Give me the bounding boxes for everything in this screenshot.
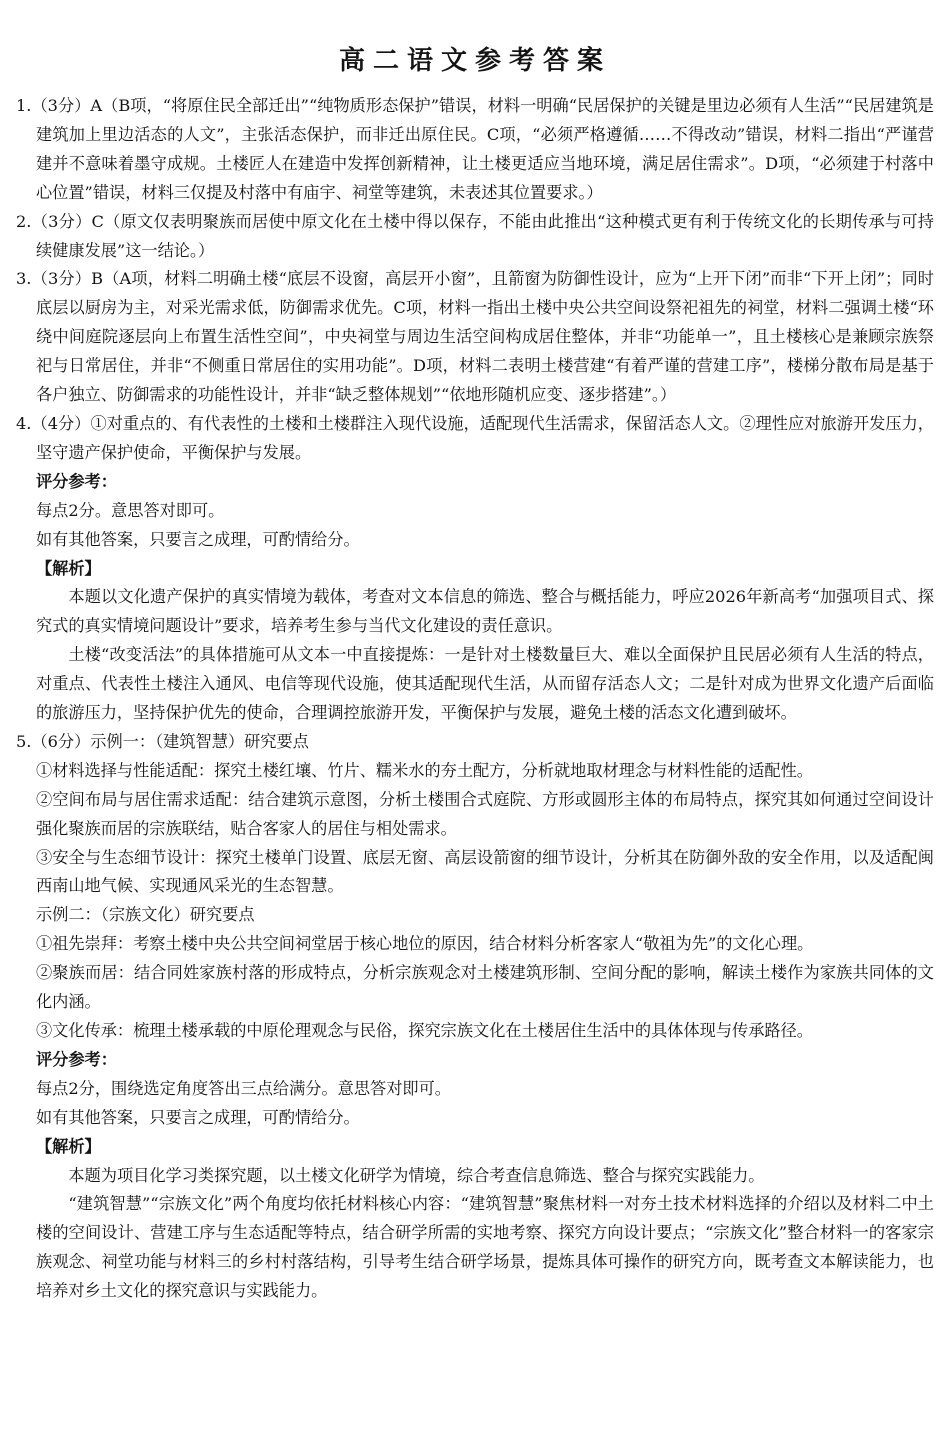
answer-q2: 2.（3分）C（原文仅表明聚族而居使中原文化在土楼中得以保存，不能由此推出“这种模式更有利于传统文化的长期传承与可持续健康发展”这一结论。） (16, 211, 934, 260)
q5-example2-point-1: ①祖先崇拜：考察土楼中央公共空间祠堂居于核心地位的原因，结合材料分析客家人“敬祖为先”的文化心理。 (36, 934, 814, 954)
q5-example1-point-2: ②空间布局与居住需求适配：结合建筑示意图，分析土楼围合式庭院、方形或圆形主体的布局特点，探究其如何通过空间设计强化聚族而居的宗族联结，贴合客家人的居住与相处需求。 (36, 789, 934, 838)
answer-q4: 4.（4分）①对重点的、有代表性的土楼和土楼群注入现代设施，适配现代生活需求，保留活态人文。②理性应对旅游开发压力，坚守遗产保护使命，平衡保护与发展。 (16, 413, 934, 462)
q5-example1-point-1: ①材料选择与性能适配：探究土楼红壤、竹片、糯米水的夯土配方，分析就地取材理念与材料性能的适配性。 (36, 760, 813, 780)
q4-score-line-2: 如有其他答案，只要言之成理，可酌情给分。 (36, 529, 360, 549)
answer-q5: 5.（6分）示例一：（建筑智慧）研究要点 (16, 731, 309, 751)
q4-analysis-para-1: 本题以文化遗产保护的真实情境为载体，考查对文本信息的筛选、整合与概括能力，呼应2026年新高考“加强项目式、探究式的真实情境问题设计”要求，培养考生参与当代文化建设的责任意识。 (36, 587, 934, 636)
answer-q1: 1.（3分）A（B项，“将原住民全部迁出”“纯物质形态保护”错误，材料一明确“民居保护的关键是里边必须有人生活”“民居建筑是建筑加上里边活态的人文”，主张活态保护，而非迁出原住民。C项，“必须严格遵循……不得改动”错误，材料二指出“严谨营建并不意味着墨守成规。土楼匠人在建造中发挥创新精神，让土楼更适应当地环境，满足居住需求”。D项，“必须建于村落中心位置”错误，材料三仅提及村落中有庙宇、祠堂等建筑，未表述其位置要求。） (16, 96, 934, 202)
page-title: 高二语文参考答案 (338, 46, 611, 76)
q5-example2-heading: 示例二：（宗族文化）研究要点 (36, 905, 255, 925)
q4-analysis-heading: 【解析】 (36, 558, 101, 578)
q4-score-heading: 评分参考： (36, 471, 117, 491)
q5-analysis-para-1: 本题为项目化学习类探究题，以土楼文化研学为情境，综合考查信息筛选、整合与探究实践能力。 (68, 1165, 765, 1185)
q4-score-line-1: 每点2分。意思答对即可。 (36, 500, 225, 520)
answer-content (16, 92, 934, 1306)
q5-example1-point-3: ③安全与生态细节设计：探究土楼单门设置、底层无窗、高层设箭窗的细节设计，分析其在防御外敌的安全作用，以及适配闽西南山地气候、实现通风采光的生态智慧。 (36, 847, 934, 896)
q5-score-heading: 评分参考： (36, 1049, 117, 1069)
answer-q3: 3.（3分）B（A项，材料二明确土楼“底层不设窗，高层开小窗”，且箭窗为防御性设计，应为“上开下闭”而非“下开上闭”；同时底层以厨房为主，对采光需求低，防御需求优先。C项，材料一指出土楼中央公共空间设祭祀祖先的祠堂，材料二强调土楼“环绕中间庭院逐层向上布置生活性空间”，中央祠堂与周边生活空间构成居住整体，并非“功能单一”，且土楼核心是兼顾宗族祭祀与日常居住，并非“不侧重日常居住的实用功能”。D项，材料二表明土楼营建“有着严谨的营建工序”，楼梯分散布局是基于各户独立、防御需求的功能性设计，并非“缺乏整体规划”“依地形随机应变、逐步搭建”。） (16, 269, 934, 405)
q4-analysis-para-2: 土楼“改变活法”的具体措施可从文本一中直接提炼：一是针对土楼数量巨大、难以全面保护且民居必须有人生活的特点，对重点、代表性土楼注入通风、电信等现代设施，使其适配现代生活，从而留存活态人文；二是针对成为世界文化遗产后面临的旅游压力，坚持保护优先的使命，合理调控旅游开发，平衡保护与发展，避免土楼的活态文化遭到破坏。 (36, 645, 934, 723)
q5-score-line-1: 每点2分，围绕选定角度答出三点给满分。意思答对即可。 (36, 1078, 451, 1098)
q5-example2-point-2: ②聚族而居：结合同姓家族村落的形成特点，分析宗族观念对土楼建筑形制、空间分配的影响，解读土楼作为家族共同体的文化内涵。 (36, 963, 934, 1012)
q5-analysis-heading: 【解析】 (36, 1136, 101, 1156)
q5-example2-point-3: ③文化传承：梳理土楼承载的中原伦理观念与民俗，探究宗族文化在土楼居住生活中的具体体现与传承路径。 (36, 1021, 813, 1040)
q5-analysis-para-2: “建筑智慧”“宗族文化”两个角度均依托材料核心内容：“建筑智慧”聚焦材料一对夯土技术材料选择的介绍以及材料二中土楼的空间设计、营建工序与生态适配等特点，结合研学所需的实地考察、探究方向设计要点；“宗族文化”整合材料一的客家宗族观念、祠堂功能与材料三的乡村村落结构，引导考生结合研学场景，提炼具体可操作的研究方向，既考查文本解读能力，也培养对乡土文化的探究意识与实践能力。 (36, 1194, 934, 1301)
q5-score-line-2: 如有其他答案，只要言之成理，可酌情给分。 (36, 1107, 360, 1127)
